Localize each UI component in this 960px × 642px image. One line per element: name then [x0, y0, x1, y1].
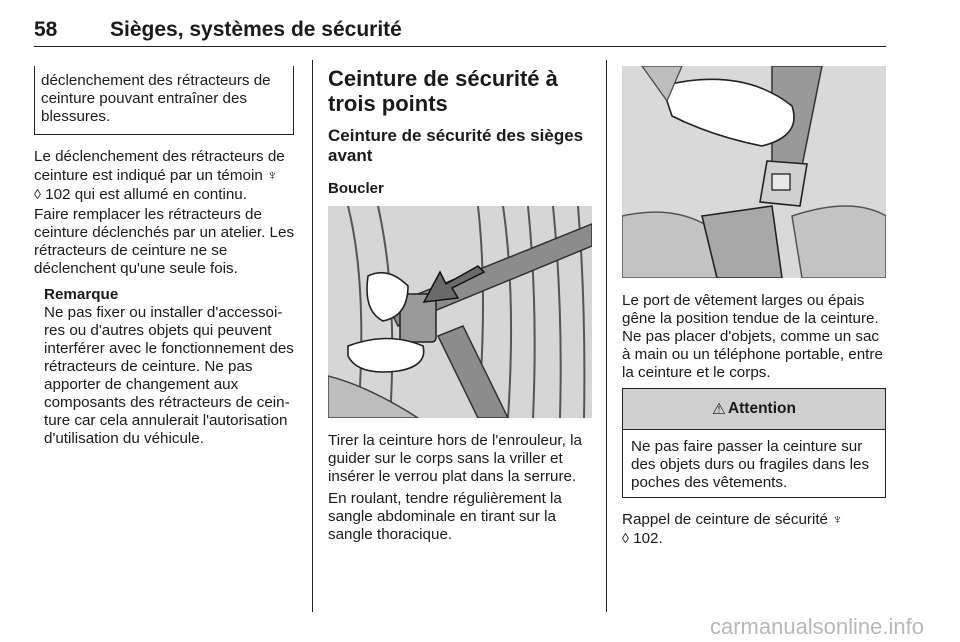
attention-box: [622, 388, 886, 498]
page-ref-arrow-icon: ◊: [622, 530, 629, 546]
buckle-heading: Boucler: [328, 180, 384, 197]
belt-reminder-paragraph: [622, 510, 888, 548]
attention-header: [623, 389, 885, 430]
belt-reminder-ref: 102.: [633, 530, 663, 547]
pretensioner-text: Le déclenchement des rétracteurs de ceinture est indiqué par un témoin: [34, 148, 285, 184]
buckle-instruction-paragraph: Tirer la ceinture hors de l'enrouleur, la guider sur le corps sans la vriller et insérer le verrou plat dans la serrure.: [328, 432, 582, 485]
note-body: Ne pas fixer ou installer d'accessoi-res ou d'autres objets qui peuvent interférer avec le fonctionnement des rétracteurs de ceinture. Ne pas apporter de changement aux composants des rétracteurs de cein-ture car cela annulerait l'autorisation d'utilisation du véhicule.: [44, 304, 294, 447]
page-ref-arrow-icon: ◊: [34, 186, 41, 202]
belt-reminder-text: Rappel de ceinture de sécurité: [622, 511, 829, 528]
buckle-illustration: [328, 206, 592, 418]
note-title: Remarque: [44, 286, 119, 303]
page-title: Sièges, systèmes de sécurité: [110, 18, 402, 41]
pretensioner-ref: 102 qui est allumé en continu.: [45, 186, 247, 203]
belt-tongue-illustration: [622, 66, 886, 278]
watermark: carmanualsonline.info: [709, 614, 924, 639]
seatbelt-reminder-icon: ♆: [832, 511, 843, 527]
header-rule: [34, 46, 886, 47]
clothing-paragraph: Le port de vêtement larges ou épais gêne la position tendue de la ceinture. Ne pas placer d'objets, comme un sac à main ou un téléphone portable, entre la ceinture et le corps.: [622, 292, 883, 381]
replace-pretensioner-paragraph: Faire remplacer les rétracteurs de ceinture déclenchés par un atelier. Les rétracteurs de ceinture ne se déclenchent qu'une seule fois.: [34, 206, 295, 277]
attention-body: Ne pas faire passer la ceinture sur des objets durs ou fragiles dans les poches des vêtements.: [631, 438, 870, 491]
page-number: 58: [34, 18, 58, 41]
pretensioner-warning-icon: ♆: [267, 167, 278, 183]
pretensioner-indicator-paragraph: [34, 148, 300, 204]
tension-belt-paragraph: En roulant, tendre régulièrement la sangle abdominale en tirant sur la sangle thoracique.: [328, 490, 562, 543]
subsection-heading: Ceinture de sécurité des sièges avant: [328, 126, 584, 165]
column-divider-1: [312, 60, 313, 612]
section-heading: Ceinture de sécurité à trois points: [328, 66, 558, 116]
warning-box-continued: [34, 66, 294, 135]
attention-title: Attention: [727, 400, 796, 417]
column-divider-2: [606, 60, 607, 612]
note-block: [44, 286, 302, 448]
warning-continued-text: déclenchement des rétracteurs de ceinture pouvant entraîner des blessures.: [41, 72, 271, 125]
warning-triangle-icon: ⚠: [712, 400, 726, 418]
